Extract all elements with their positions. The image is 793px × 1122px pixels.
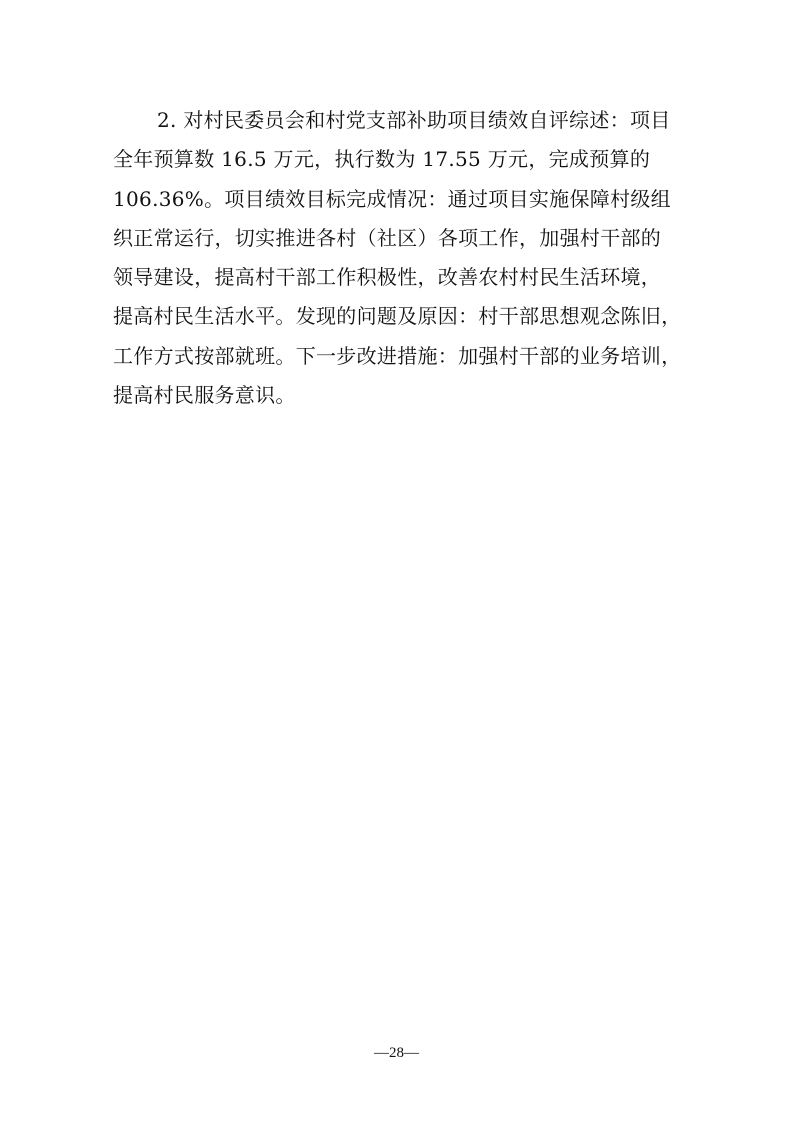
paragraph-line-6: 提高村民生活水平。发现的问题及原因：村干部思想观念陈旧， bbox=[113, 304, 682, 329]
paragraph-line-2: 全年预算数 16.5 万元，执行数为 17.55 万元，完成预算的 bbox=[113, 147, 651, 172]
paragraph-line-7: 工作方式按部就班。下一步改进措施：加强村干部的业务培训， bbox=[113, 343, 682, 368]
paragraph-line-4: 织正常运行，切实推进各村（社区）各项工作，加强村干部的 bbox=[113, 225, 662, 250]
paragraph-line-1: 2. 对村民委员会和村党支部补助项目绩效自评综述：项目 bbox=[157, 108, 671, 132]
paragraph-line-5: 领导建设，提高村干部工作积极性，改善农村村民生活环境， bbox=[113, 265, 662, 290]
page-number: —28— bbox=[374, 1045, 419, 1061]
body-paragraph bbox=[113, 101, 685, 415]
paragraph-line-3: 106.36%。项目绩效目标完成情况：通过项目实施保障村级组 bbox=[113, 186, 671, 211]
paragraph-line-8: 提高村民服务意识。 bbox=[113, 383, 296, 408]
